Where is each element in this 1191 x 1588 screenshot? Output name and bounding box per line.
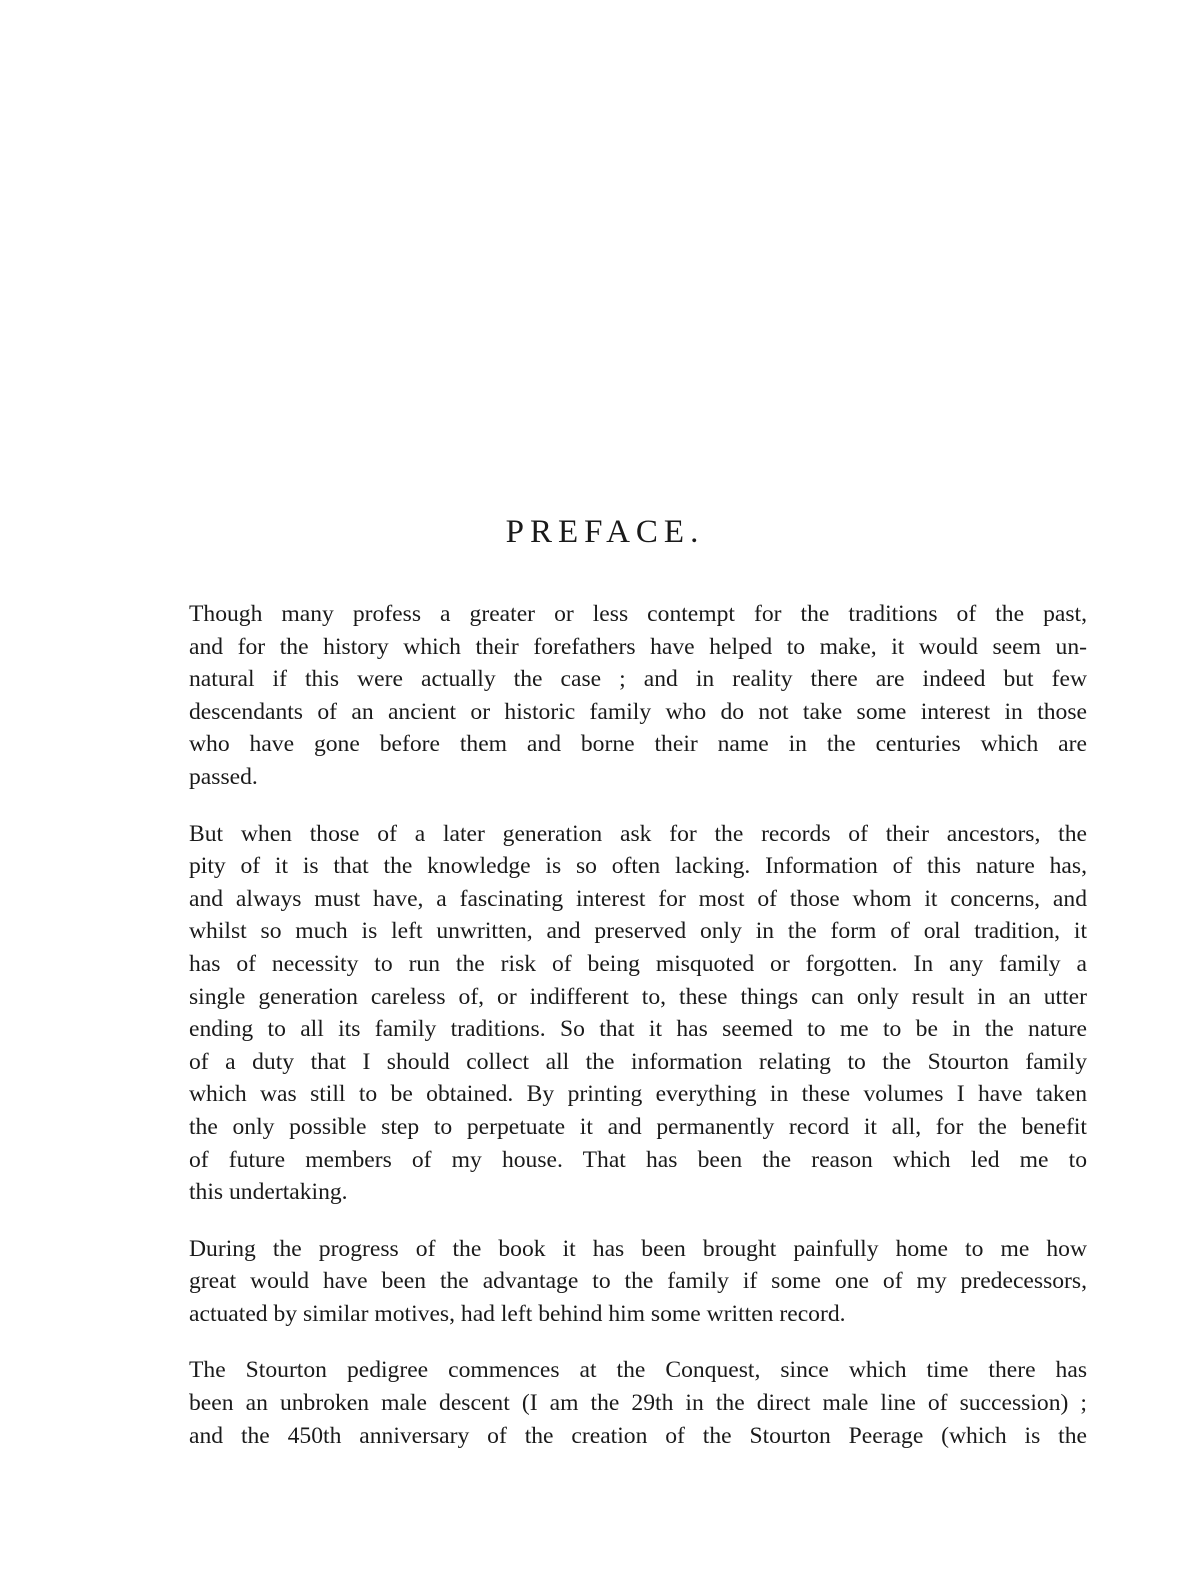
text-line: the only possible step to perpetuate it and permanently record it all, for the benefit xyxy=(189,1113,1087,1140)
paragraph-3 xyxy=(137,1233,1087,1331)
text-line: and the 450th anniversary of the creation of the Stourton Peerage (which is the xyxy=(189,1422,1087,1449)
preface-body xyxy=(137,598,1087,1476)
text-line: been an unbroken male descent (I am the 29th in the direct male line of succession) ; xyxy=(189,1390,1087,1417)
paragraph-1 xyxy=(137,598,1087,794)
paragraph-2 xyxy=(137,818,1087,1209)
text-line: passed. xyxy=(189,763,258,790)
text-line: has of necessity to run the risk of being misquoted or forgotten. In any family a xyxy=(189,950,1087,977)
text-line: But when those of a later generation ask for the records of their ancestors, the xyxy=(189,820,1087,847)
text-line: this undertaking. xyxy=(189,1179,348,1206)
paragraph-4 xyxy=(137,1354,1087,1452)
text-line: During the progress of the book it has been brought painfully home to me how xyxy=(189,1235,1087,1262)
text-line: who have gone before them and borne their name in the centuries which are xyxy=(189,731,1087,758)
text-line: of future members of my house. That has been the reason which led me to xyxy=(189,1146,1087,1173)
text-line: descendants of an ancient or historic family who do not take some interest in those xyxy=(189,698,1087,725)
text-line: of a duty that I should collect all the information relating to the Stourton family xyxy=(189,1048,1087,1075)
page-title: PREFACE. xyxy=(505,514,705,550)
text-line: whilst so much is left unwritten, and preserved only in the form of oral tradition, it xyxy=(189,918,1087,945)
text-line: great would have been the advantage to the family if some one of my predecessors, xyxy=(189,1268,1087,1295)
text-line: pity of it is that the knowledge is so often lacking. Information of this nature has, xyxy=(189,853,1087,880)
text-line: ending to all its family traditions. So that it has seemed to me to be in the nature xyxy=(189,1016,1087,1043)
text-line: actuated by similar motives, had left behind him some written record. xyxy=(189,1300,846,1327)
text-line: single generation careless of, or indifferent to, these things can only result in an utter xyxy=(189,983,1087,1010)
text-line: Though many profess a greater or less contempt for the traditions of the past, xyxy=(189,601,1087,627)
text-line: The Stourton pedigree commences at the Conquest, since which time there has xyxy=(189,1357,1087,1384)
text-line: and always must have, a fascinating interest for most of those whom it concerns, and xyxy=(189,885,1087,912)
text-line: natural if this were actually the case ; and in reality there are indeed but few xyxy=(189,666,1087,693)
text-line: and for the history which their forefathers have helped to make, it would seem un- xyxy=(189,633,1087,660)
text-line: which was still to be obtained. By printing everything in these volumes I have taken xyxy=(189,1081,1087,1108)
